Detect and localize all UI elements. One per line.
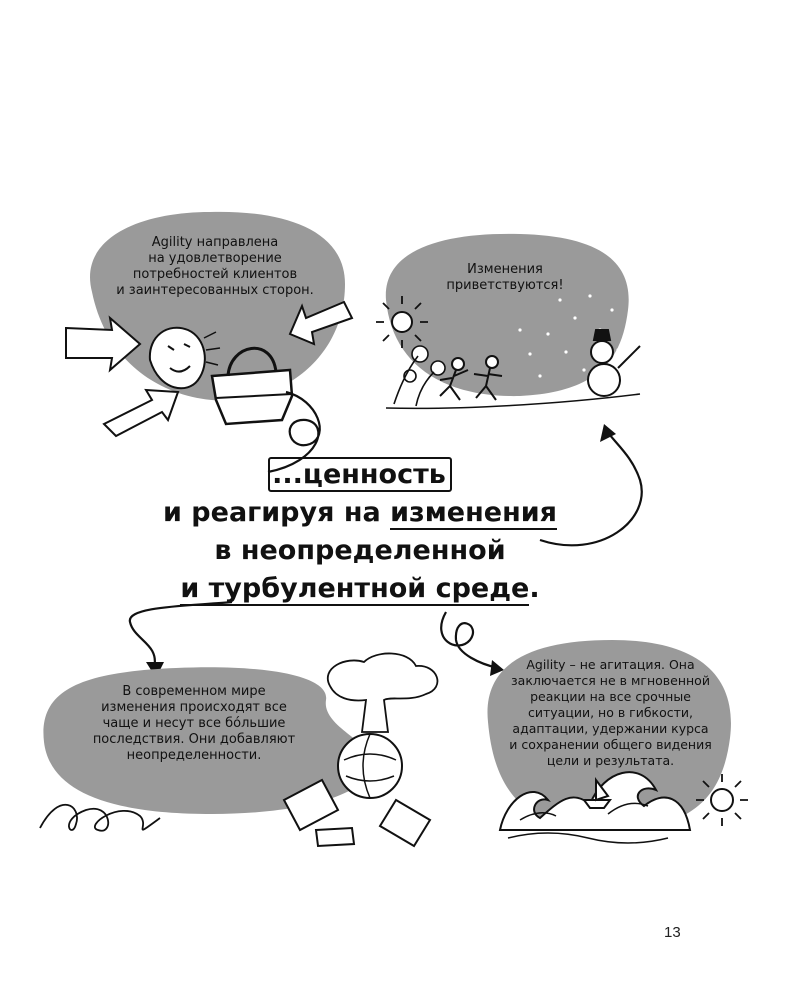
building-icon bbox=[380, 800, 430, 846]
car-icon bbox=[316, 828, 354, 846]
headline-line-1 bbox=[120, 456, 600, 494]
headline-line-3: в неопределенной bbox=[214, 535, 506, 566]
headline-boxed-word: ...ценность bbox=[268, 457, 452, 492]
headline-underlined-word: изменения bbox=[390, 497, 557, 528]
headline-line-2-prefix: и реагируя на bbox=[162, 497, 391, 528]
arrow-icon bbox=[104, 390, 178, 436]
globe-icon bbox=[338, 734, 402, 798]
uncertainty-caption: В современном мире изменения происходят все чаще и несут все бóльшие последствия. Они добавляют неопределенности. bbox=[92, 684, 296, 763]
connector-arrow bbox=[130, 602, 232, 668]
change-illustration bbox=[376, 234, 640, 409]
page-headline bbox=[120, 456, 600, 608]
change-caption: Изменения приветствуются! bbox=[446, 262, 564, 293]
connector-arrow bbox=[441, 612, 498, 668]
headline-line-2 bbox=[120, 494, 600, 532]
explosion-cloud-icon bbox=[328, 653, 438, 732]
page-number: 13 bbox=[664, 924, 681, 941]
agility-caption: Agility – не агитация. Она заключается не в мгновенной реакции на все срочные ситуации, но в гибкости, адаптации, удержании курса и сохранении общего видения цели и результата. bbox=[509, 657, 712, 768]
headline-line-4-suffix: . bbox=[529, 573, 540, 604]
customer-caption: Agility направлена на удовлетворение потребностей клиентов и заинтересованных сторон. bbox=[116, 235, 314, 298]
sun-icon bbox=[392, 312, 412, 332]
headline-line-4 bbox=[120, 570, 600, 608]
headline-underlined-phrase: и турбулентной среде bbox=[180, 573, 530, 604]
sun-icon bbox=[711, 789, 733, 811]
